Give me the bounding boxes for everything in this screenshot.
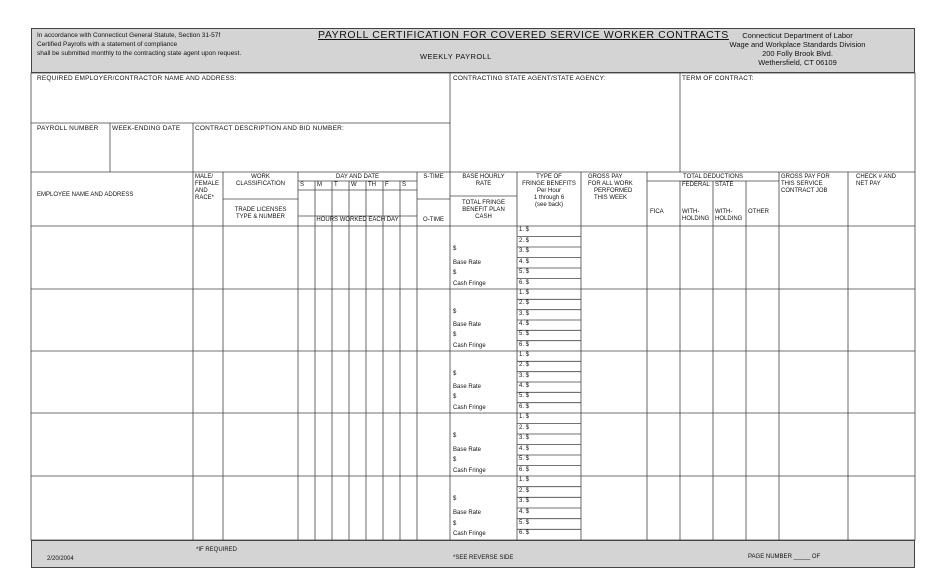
fringe-item-label: 5. $: [519, 519, 530, 526]
fringe-item-label: 1. $: [519, 477, 530, 483]
base-rate-dollar: $: [453, 432, 457, 439]
gender-line-2: FEMALE: [195, 181, 220, 187]
fringe-item-label: 5. $: [519, 456, 530, 462]
week-ending-label: WEEK-ENDING DATE: [112, 125, 181, 132]
trade-license-header: [223, 207, 298, 221]
federal-withholding: [682, 209, 709, 223]
payroll-number-label: PAYROLL NUMBER: [37, 125, 99, 132]
other-header: OTHER: [748, 209, 769, 215]
base-rate-header: [450, 174, 517, 188]
gross-line-2: FOR ALL WORK: [588, 181, 633, 187]
fringe-item-label: 4. $: [519, 321, 530, 327]
form-subtitle: WEEKLY PAYROLL: [420, 52, 492, 61]
gender-line-3: AND: [195, 188, 208, 194]
fringe-line-1: TOTAL FRINGE: [462, 200, 505, 206]
day-f: F: [385, 182, 389, 188]
work-line-1: WORK: [251, 174, 270, 180]
dept-line-4: Wethersfield, CT 06109: [758, 58, 837, 67]
fringe-item-label: 3. $: [519, 248, 530, 254]
check-line-1: CHECK # AND: [856, 174, 897, 180]
gross-service-header: [781, 174, 830, 195]
gross-line-1: GROSS PAY: [588, 174, 623, 180]
fringe-item-label: 3. $: [519, 498, 530, 505]
page-number: PAGE NUMBER _____ OF: [748, 554, 821, 560]
fringe-item-label: 3. $: [519, 372, 530, 379]
hours-header: HOURS WORKED EACH DAY: [316, 217, 399, 223]
reverse-side-note: *SEE REVERSE SIDE: [453, 555, 514, 561]
base-rate-label: Base Rate: [453, 446, 482, 453]
gs-line-2: THIS SERVICE: [781, 181, 823, 187]
trade-line-1: TRADE LICENSES: [234, 207, 287, 213]
dept-line-1: Connecticut Department of Labor: [742, 31, 853, 40]
state-header: STATE: [715, 182, 734, 188]
agent-label: CONTRACTING STATE AGENT/STATE AGENCY:: [453, 75, 606, 82]
base-line-1: BASE HOURLY: [462, 174, 505, 180]
trade-line-2: TYPE & NUMBER: [235, 214, 285, 220]
contract-desc-label: CONTRACT DESCRIPTION AND BID NUMBER:: [195, 125, 345, 132]
type-line-5: (see back): [534, 202, 563, 208]
fringe-item-label: 1. $: [519, 352, 530, 358]
gs-line-3: CONTRACT JOB: [781, 188, 828, 194]
day-s2: S: [402, 182, 407, 188]
base-rate-label: Base Rate: [453, 322, 482, 329]
fed-with-1: WITH-: [682, 209, 700, 215]
employer-label: REQUIRED EMPLOYER/CONTRACTOR NAME AND ADDRESS:: [37, 75, 237, 82]
cash-fringe-label: Cash Fringe: [453, 342, 486, 349]
type-line-2: FRINGE BENEFITS: [522, 181, 576, 187]
work-line-2: CLASSIFICATION: [236, 181, 285, 187]
fringe-type-header: [517, 174, 581, 209]
cash-fringe-label: Cash Fringe: [453, 531, 486, 538]
fringe-line-3: CASH: [475, 214, 492, 220]
base-line-2: RATE: [475, 181, 492, 187]
base-rate-label: Base Rate: [453, 384, 482, 391]
cash-fringe-label: Cash Fringe: [453, 404, 486, 411]
stime-header: S-TIME: [423, 174, 444, 180]
cash-fringe-label: Cash Fringe: [453, 467, 486, 474]
otime-header: O-TIME: [423, 217, 444, 223]
fringe-item-label: 6. $: [519, 403, 530, 410]
fringe-item-label: 5. $: [519, 331, 530, 338]
term-label: TERM OF CONTRACT:: [682, 75, 754, 82]
day-th: TH: [368, 182, 376, 188]
form-title: PAYROLL CERTIFICATION FOR COVERED SERVICE WORKER CONTRACTS: [318, 29, 729, 41]
fringe-item-label: 2. $: [519, 424, 530, 431]
base-rate-dollar: $: [453, 245, 457, 252]
if-required-note: *IF REQUIRED: [196, 547, 238, 553]
fringe-item-label: 2. $: [519, 362, 530, 369]
state-withholding: [715, 209, 742, 223]
state-with-1: WITH-: [715, 209, 733, 215]
fringe-item-label: 2. $: [519, 487, 530, 494]
dept-line-3: 200 Folly Brook Blvd.: [762, 49, 833, 58]
fringe-item-label: 6. $: [519, 466, 530, 473]
day-date-header: DAY AND DATE: [335, 174, 379, 180]
dept-line-2: Wage and Workplace Standards Division: [729, 40, 866, 49]
work-class-header: [223, 174, 298, 188]
cash-fringe-dollar: $: [453, 520, 457, 527]
state-with-2: HOLDING: [715, 216, 743, 222]
gender-line-4: RACE*: [195, 195, 215, 201]
fringe-item-label: 5. $: [519, 393, 530, 400]
fringe-item-label: 6. $: [519, 341, 530, 348]
gs-line-1: GROSS PAY FOR: [781, 174, 830, 180]
form-date: 2/20/2004: [47, 556, 74, 562]
employee-header: EMPLOYEE NAME AND ADDRESS: [37, 192, 134, 198]
fringe-item-label: 6. $: [519, 279, 530, 286]
day-s1: S: [300, 182, 305, 188]
fringe-item-label: 1. $: [519, 227, 530, 233]
fringe-item-label: 6. $: [519, 530, 530, 537]
base-rate-dollar: $: [453, 496, 457, 503]
type-line-1: TYPE OF: [536, 174, 562, 180]
statute-line-2: Certified Payrolls with a statement of compliance: [37, 41, 178, 48]
fringe-item-label: 3. $: [519, 435, 530, 441]
type-line-4: 1 through 6: [533, 195, 565, 201]
cash-fringe-dollar: $: [453, 332, 457, 339]
fringe-line-2: BENEFIT PLAN: [462, 207, 505, 213]
fringe-item-label: 1. $: [519, 290, 530, 296]
deductions-header: TOTAL DEDUCTIONS: [683, 174, 743, 180]
fringe-item-label: 5. $: [519, 269, 530, 275]
gender-line-1: MALE/: [195, 174, 214, 180]
gender-race-header: [195, 174, 219, 202]
statute-line-3: shall be submitted monthly to the contracting state agent upon request.: [37, 50, 242, 57]
fringe-item-label: 1. $: [519, 414, 530, 420]
fringe-item-label: 4. $: [519, 383, 530, 389]
type-line-3: Per Hour: [536, 188, 561, 194]
cash-fringe-dollar: $: [453, 270, 457, 277]
fed-with-2: HOLDING: [682, 216, 710, 222]
day-m: M: [317, 182, 322, 188]
statute-line-1: In accordance with Connecticut General Statute, Section 31-57f: [37, 32, 221, 39]
total-fringe-header: [450, 200, 517, 221]
cash-fringe-dollar: $: [453, 394, 457, 401]
day-w: W: [351, 182, 357, 188]
cash-fringe-dollar: $: [453, 457, 457, 464]
base-rate-label: Base Rate: [453, 510, 482, 517]
base-rate-dollar: $: [453, 308, 457, 315]
check-header: [856, 174, 896, 188]
gross-line-3: PERFORMED: [594, 188, 633, 194]
fringe-item-label: 3. $: [519, 310, 530, 317]
base-rate-dollar: $: [453, 370, 457, 377]
fringe-item-label: 2. $: [519, 300, 530, 307]
day-t: T: [334, 182, 338, 188]
gross-pay-header: [588, 174, 648, 202]
fica-header: FICA: [650, 209, 664, 215]
gross-line-4: THIS WEEK: [594, 195, 628, 201]
fringe-item-label: 4. $: [519, 445, 530, 452]
cash-fringe-label: Cash Fringe: [453, 280, 486, 287]
fringe-item-label: 4. $: [519, 509, 530, 515]
federal-header: FEDERAL: [682, 182, 710, 188]
fringe-item-label: 2. $: [519, 237, 530, 244]
base-rate-label: Base Rate: [453, 259, 482, 266]
check-line-2: NET PAY: [856, 181, 881, 187]
fringe-item-label: 4. $: [519, 258, 530, 265]
